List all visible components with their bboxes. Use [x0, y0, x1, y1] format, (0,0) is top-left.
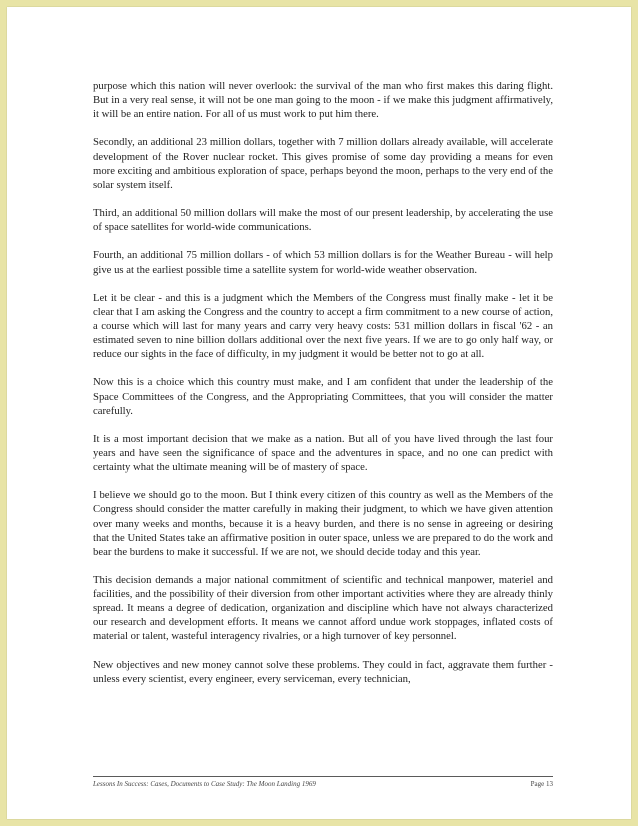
paragraph-2: Secondly, an additional 23 million dollars, together with 7 million dollars already available, will accelerate development of the Rover nuclear rocket. This gives promise of some day providing a means for even more exciting and ambitious exploration of space, perhaps beyond the moon, perhaps to the very end of the solar system itself.	[93, 136, 553, 191]
paragraph-5: Let it be clear - and this is a judgment which the Members of the Congress must finally make - let it be clear that I am asking the Congress and the country to accept a firm commitment to a new course of action, a course which will last for many years and carry very heavy costs: 531 million dollars in fiscal '62 - an estimated seven to nine billion dollars additional over the next five years. If we are to go only half way, or reduce our sights in the face of difficulty, in my judgment it would be better not to go at all.	[93, 291, 553, 361]
paragraph-7: It is a most important decision that we make as a nation. But all of you have lived through the last four years and have seen the significance of space and the adventures in space, and no one can predict with certainty what the ultimate meaning will be of mastery of space.	[93, 432, 553, 474]
paragraph-10: New objectives and new money cannot solve these problems. They could in fact, aggravate them further - unless every scientist, every engineer, every serviceman, every technician,	[93, 658, 553, 685]
page-body	[93, 79, 553, 700]
document-page	[7, 7, 631, 819]
page-footer	[93, 780, 553, 789]
paragraph-3: Third, an additional 50 million dollars will make the most of our present leadership, by accelerating the use of space satellites for world-wide communications.	[93, 207, 553, 234]
paragraph-1: purpose which this nation will never overlook: the survival of the man who first makes this daring flight. But in a very real sense, it will not be one man going to the moon - if we make this judgment affirmatively, it will be an entire nation. For all of us must work to put him there.	[93, 80, 553, 121]
paragraph-6: Now this is a choice which this country must make, and I am confident that under the leadership of the Space Committees of the Congress, and the Appropriating Committees, that you will consider the matter carefully.	[93, 376, 553, 417]
footer-source: Lessons In Success: Cases, Documents to Case Study: The Moon Landing 1969	[93, 780, 316, 788]
paragraph-9: This decision demands a major national commitment of scientific and technical manpower, materiel and facilities, and the possibility of their diversion from other important activities where they are already thinly spread. It means a degree of dedication, organization and discipline which have not always characterized our research and development efforts. It means we cannot afford undue work stoppages, inflated costs of material or talent, wasteful interagency rivalries, or a high turnover of key personnel.	[93, 574, 553, 643]
paragraph-4: Fourth, an additional 75 million dollars - of which 53 million dollars is for the Weather Bureau - will help give us at the earliest possible time a satellite system for world-wide weather observation.	[93, 249, 553, 276]
page-number: Page 13	[530, 780, 553, 788]
paragraph-8: I believe we should go to the moon. But I think every citizen of this country as well as the Members of the Congress should consider the matter carefully in making their judgment, to which we have given attention over many weeks and months, because it is a heavy burden, and there is no sense in agreeing or desiring that the United States take an affirmative position in outer space, unless we are prepared to do the work and bear the burdens to make it successful. If we are not, we should decide today and this year.	[93, 489, 553, 558]
footer-rule	[93, 776, 553, 777]
